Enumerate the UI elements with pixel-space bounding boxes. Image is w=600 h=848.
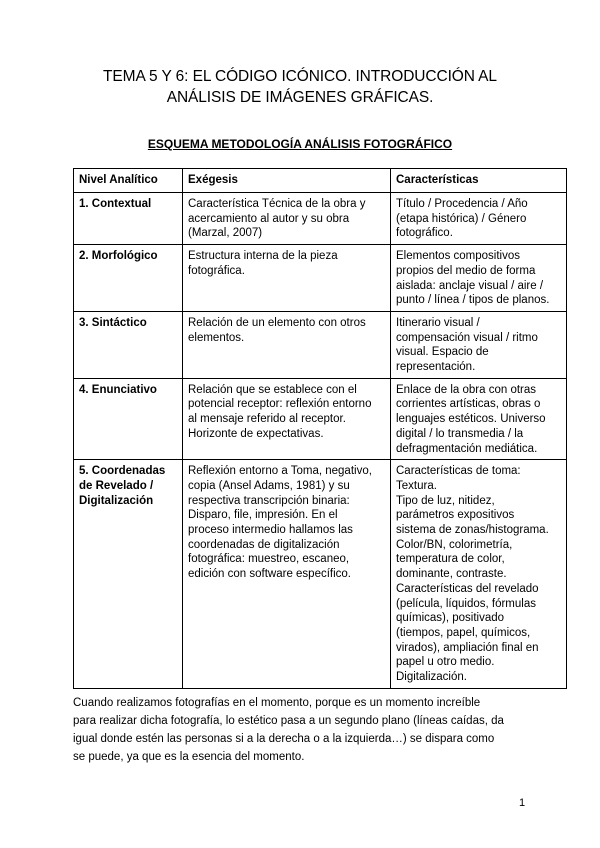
header-nivel-analitico: Nivel Analítico — [74, 169, 183, 193]
cell-line: fotográfica. — [188, 264, 245, 277]
cell-line: coordenadas de digitalización — [188, 538, 340, 551]
exegesis-cell — [183, 460, 391, 689]
cell-line: sistema de zonas/histograma. — [396, 524, 549, 537]
cell-line: (etapa histórica) / Género — [396, 212, 527, 225]
table-row — [74, 378, 567, 460]
title-line: TEMA 5 Y 6: EL CÓDIGO ICÓNICO. INTRODUCCIÓN AL — [103, 68, 497, 85]
cell-line: Relación que se establece con el — [188, 383, 357, 396]
exegesis-cell — [183, 311, 391, 378]
cell-line: respectiva transcripción binaria: — [188, 494, 350, 507]
document-title — [60, 66, 540, 108]
cell-line: Digitalización. — [396, 671, 467, 684]
cell-line: compensación visual / ritmo — [396, 331, 538, 344]
cell-line: aislada: anclaje visual / aire / — [396, 279, 544, 292]
section-subtitle: ESQUEMA METODOLOGÍA ANÁLISIS FOTOGRÁFICO — [147, 137, 453, 151]
cell-line: Reflexión entorno a Toma, negativo, — [188, 465, 372, 478]
cell-line: de Revelado / — [79, 479, 154, 492]
cell-line: Digitalización — [79, 494, 154, 507]
cell-line: fotográfica: muestreo, escaneo, — [188, 553, 350, 566]
table-body — [74, 193, 567, 689]
title-line: ANÁLISIS DE IMÁGENES GRÁFICAS. — [166, 89, 434, 106]
paragraph-line: para realizar dicha fotografía, lo estético pasa a un segundo plano (líneas caídas, da — [73, 715, 504, 727]
cell-line: químicas), positivado — [396, 612, 505, 625]
cell-line: Título / Procedencia / Año — [396, 198, 528, 210]
cell-line: Elementos compositivos — [396, 250, 520, 263]
cell-line: Color/BN, colorimetría, — [396, 538, 513, 551]
header-caracteristicas: Características — [391, 169, 567, 193]
table-row — [74, 311, 567, 378]
cell-line: visual. Espacio de — [396, 346, 489, 359]
table-row — [74, 245, 567, 312]
cell-line: Estructura interna de la pieza — [188, 250, 338, 263]
body-paragraph — [73, 694, 543, 766]
cell-line: parámetros expositivos — [396, 509, 515, 522]
cell-line: Característica Técnica de la obra y — [188, 198, 366, 210]
cell-line: digital / lo transmedia / la — [396, 427, 524, 440]
cell-line: acercamiento al autor y su obra — [188, 212, 350, 225]
cell-line: Características de toma: — [396, 465, 521, 478]
cell-line: corrientes artísticas, obras o — [396, 398, 541, 411]
cell-line: fotográfico. — [396, 227, 453, 240]
nivel-cell — [74, 311, 183, 378]
cell-line: 5. Coordenadas — [79, 465, 166, 478]
header-exegesis: Exégesis — [183, 169, 391, 193]
cell-line: 1. Contextual — [79, 198, 152, 210]
cell-line: (película, líquidos, fórmulas — [396, 597, 536, 610]
cell-line: al mensaje referido al receptor. — [188, 413, 346, 426]
cell-line: virados), ampliación final en — [396, 641, 539, 654]
cell-line: papel u otro medio. — [396, 656, 495, 669]
cell-line: Itinerario visual / — [396, 316, 480, 329]
cell-line: 3. Sintáctico — [79, 316, 147, 329]
paragraph-line: igual donde estén las personas si a la derecha o a la izquierda…) se dispara como — [73, 733, 495, 745]
exegesis-cell — [183, 245, 391, 312]
analysis-scheme-table — [73, 168, 567, 689]
cell-line: Tipo de luz, nitidez, — [396, 494, 495, 507]
nivel-cell — [74, 245, 183, 312]
cell-line: dominante, contraste. — [396, 568, 507, 581]
cell-line: (tiempos, papel, químicos, — [396, 626, 531, 639]
cell-line: (Marzal, 2007) — [188, 227, 263, 240]
paragraph-line: Cuando realizamos fotografías en el momento, porque es un momento increíble — [73, 697, 481, 709]
page-number: 1 — [519, 797, 526, 809]
cell-line: Relación de un elemento con otros — [188, 316, 366, 329]
cell-line: potencial receptor: reflexión entorno — [188, 398, 372, 411]
table-row — [74, 460, 567, 689]
caracteristicas-cell — [391, 460, 567, 689]
cell-line: Horizonte de expectativas. — [188, 427, 324, 440]
caracteristicas-cell — [391, 311, 567, 378]
cell-line: elementos. — [188, 331, 245, 344]
exegesis-cell — [183, 378, 391, 460]
cell-line: 4. Enunciativo — [79, 383, 157, 396]
cell-line: 2. Morfológico — [79, 250, 158, 263]
nivel-cell — [74, 378, 183, 460]
caracteristicas-cell — [391, 193, 567, 245]
table-header-row — [74, 169, 567, 193]
cell-line: Enlace de la obra con otras — [396, 383, 537, 396]
nivel-cell — [74, 193, 183, 245]
cell-line: Disparo, file, impresión. En el — [188, 509, 338, 522]
nivel-cell — [74, 460, 183, 689]
cell-line: Características del revelado — [396, 582, 539, 595]
cell-line: edición con software específico. — [188, 568, 352, 581]
paragraph-line: se puede, ya que es la esencia del momento. — [73, 751, 305, 763]
cell-line: defragmentación mediática. — [396, 442, 538, 455]
table-row — [74, 193, 567, 245]
cell-line: Textura. — [396, 479, 437, 492]
exegesis-cell — [183, 193, 391, 245]
cell-line: lenguajes estéticos. Universo — [396, 413, 546, 426]
cell-line: proceso intermedio hallamos las — [188, 524, 353, 537]
caracteristicas-cell — [391, 378, 567, 460]
cell-line: representación. — [396, 361, 476, 374]
caracteristicas-cell — [391, 245, 567, 312]
cell-line: propios del medio de forma — [396, 264, 536, 277]
cell-line: punto / línea / tipos de planos. — [396, 294, 550, 307]
cell-line: copia (Ansel Adams, 1981) y su — [188, 479, 350, 492]
cell-line: temperatura de color, — [396, 553, 505, 566]
